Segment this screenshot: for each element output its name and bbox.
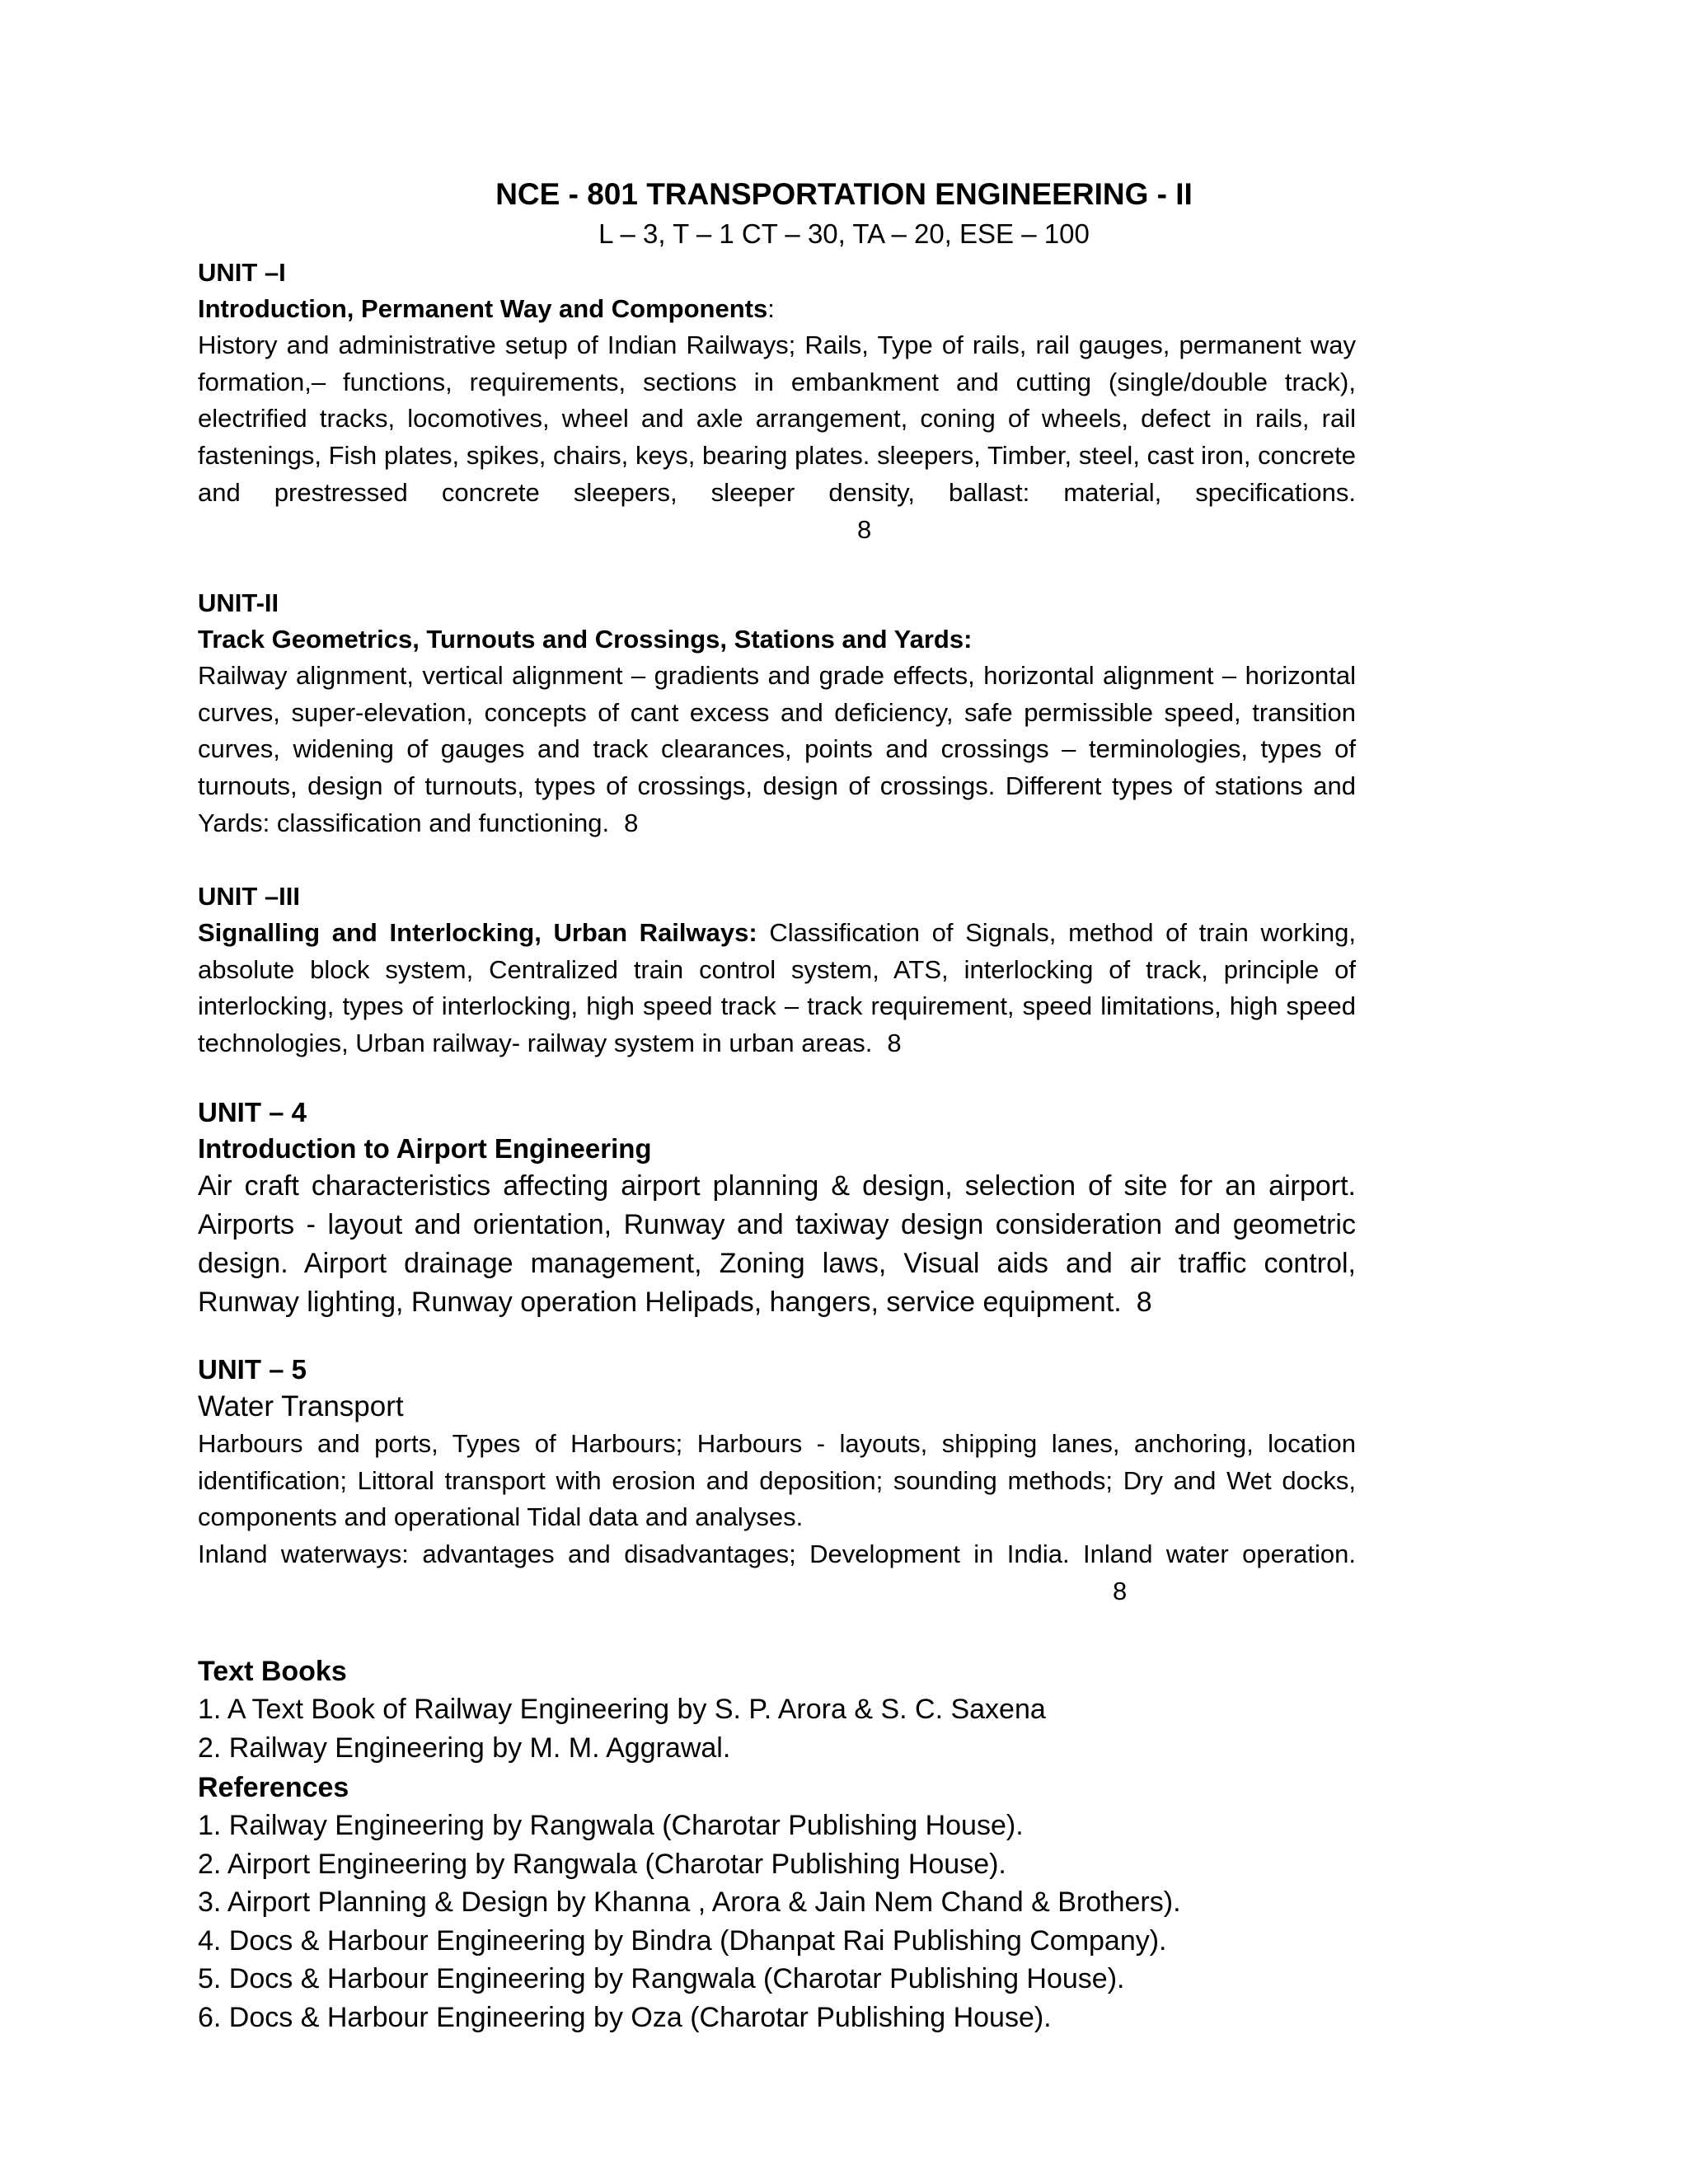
unit-3-content xyxy=(198,915,1356,1062)
reference-item: 3. Airport Planning & Design by Khanna , Arora & Jain Nem Chand & Brothers). xyxy=(198,1886,1181,1918)
unit-5-content-1: Harbours and ports, Types of Harbours; Harbours - layouts, shipping lanes, anchoring, location identification; Littoral transport with erosion and deposition; sounding methods; Dry and Wet docks, components and operational Tidal data and analyses. xyxy=(198,1429,1356,1532)
unit-4-section xyxy=(198,1094,1356,1322)
reference-item: 2. Airport Engineering by Rangwala (Charotar Publishing House). xyxy=(198,1848,1006,1880)
unit-1-title xyxy=(198,291,1356,327)
unit-2-content-text: Railway alignment, vertical alignment – gradients and grade effects, horizontal alignment – horizontal curves, super-elevation, concepts of cant excess and deficiency, safe permissible speed, transition curves, widening of gauges and track clearances, points and crossings – terminologies, types of turnouts, design of turnouts, types of crossings, design of crossings. Different types of stations and Yards: classification and functioning. xyxy=(198,661,1356,837)
unit-5-content-2 xyxy=(198,1536,1356,1610)
references-section xyxy=(198,1769,1356,2036)
unit-2-title: Track Geometrics, Turnouts and Crossings, Stations and Yards: xyxy=(198,625,973,654)
unit-3-hours: 8 xyxy=(887,1029,902,1058)
unit-1-content xyxy=(198,327,1356,548)
text-books-section xyxy=(198,1652,1356,1767)
text-books-heading: Text Books xyxy=(198,1656,347,1687)
unit-1-section xyxy=(198,255,1356,548)
unit-4-hours: 8 xyxy=(1136,1286,1152,1318)
credit-scheme: L – 3, T – 1 CT – 30, TA – 20, ESE – 100 xyxy=(598,218,1090,249)
unit-5-content-2-text: Inland waterways: advantages and disadvantages; Development in India. Inland water operation. xyxy=(198,1540,1356,1569)
reference-item: 4. Docs & Harbour Engineering by Bindra (Dhanpat Rai Publishing Company). xyxy=(198,1924,1167,1957)
unit-3-section xyxy=(198,879,1356,1062)
reference-item: 6. Docs & Harbour Engineering by Oza (Charotar Publishing House). xyxy=(198,2001,1052,2033)
unit-4-content-text: Air craft characteristics affecting airport planning & design, selection of site for an airport. Airports - layout and orientation, Runway and taxiway design consideration and geometric design. Airport drainage management, Zoning laws, Visual aids and air traffic control, Runway lighting, Runway operation Helipads, hangers, service equipment. xyxy=(198,1170,1356,1318)
unit-1-hours: 8 xyxy=(857,514,872,544)
text-book-item: 2. Railway Engineering by M. M. Aggrawal. xyxy=(198,1732,731,1764)
unit-2-hours: 8 xyxy=(624,808,639,837)
unit-4-title: Introduction to Airport Engineering xyxy=(198,1133,652,1164)
unit-4-heading: UNIT – 4 xyxy=(198,1097,307,1127)
unit-1-title-text: Introduction, Permanent Way and Components xyxy=(198,294,768,323)
reference-item: 5. Docs & Harbour Engineering by Rangwala (Charotar Publishing House). xyxy=(198,1963,1125,1994)
unit-5-heading: UNIT – 5 xyxy=(198,1354,307,1385)
unit-2-section xyxy=(198,585,1356,842)
unit-3-content-text: Classification of Signals, method of train working, absolute block system, Centralized train control system, ATS, interlocking of track, principle of interlocking, types of interlocking, high speed track – track requirement, speed limitations, high speed technologies, Urban railway- railway system in urban areas. xyxy=(198,918,1356,1058)
unit-5-section xyxy=(198,1352,1356,1610)
unit-2-heading: UNIT-II xyxy=(198,588,279,617)
unit-1-content-text: History and administrative setup of Indian Railways; Rails, Type of rails, rail gauges, permanent way formation,– functions, requirements, sections in embankment and cutting (single/double track), electrified tracks, locomotives, wheel and axle arrangement, coning of wheels, defect in rails, rail fastenings, Fish plates, spikes, chairs, keys, bearing plates. sleepers, Timber, steel, cast iron, concrete and prestressed concrete sleepers, sleeper density, ballast: material, specifications. xyxy=(198,330,1356,507)
unit-1-title-colon: : xyxy=(767,294,775,323)
page-title: NCE - 801 TRANSPORTATION ENGINEERING - II xyxy=(495,177,1193,211)
unit-5-title: Water Transport xyxy=(198,1390,404,1422)
text-book-item: 1. A Text Book of Railway Engineering by S. P. Arora & S. C. Saxena xyxy=(198,1694,1046,1725)
unit-3-title: Signalling and Interlocking, Urban Railways: xyxy=(198,918,757,947)
reference-item: 1. Railway Engineering by Rangwala (Charotar Publishing House). xyxy=(198,1810,1024,1841)
unit-5-hours: 8 xyxy=(1113,1576,1128,1605)
unit-4-content xyxy=(198,1167,1356,1322)
unit-2-content xyxy=(198,658,1356,842)
references-heading: References xyxy=(198,1772,349,1803)
unit-3-heading: UNIT –III xyxy=(198,882,301,911)
unit-1-heading: UNIT –I xyxy=(198,258,286,287)
